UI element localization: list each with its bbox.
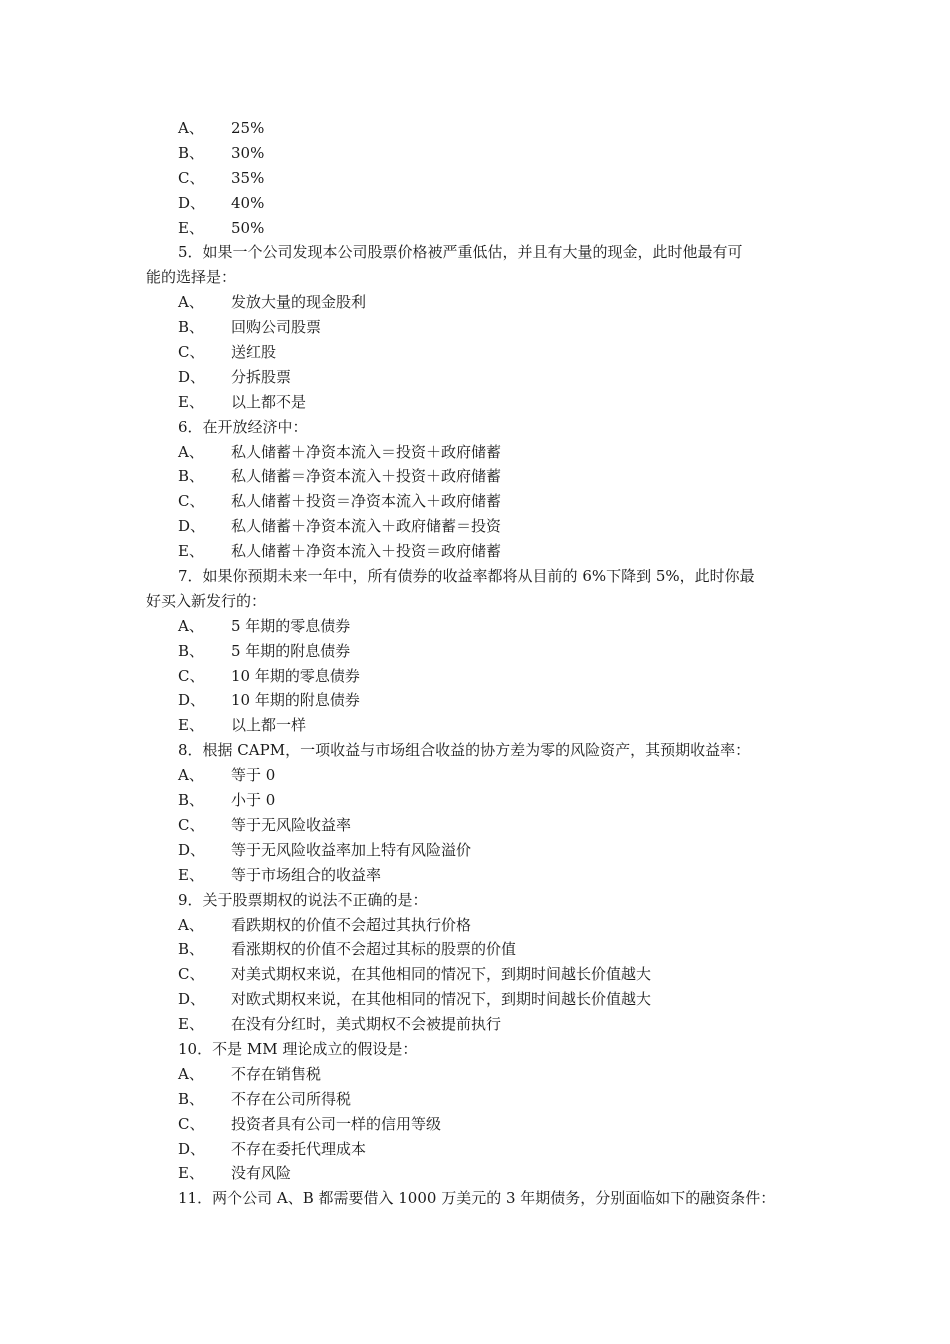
question-text: 9．关于股票期权的说法不正确的是： xyxy=(178,890,428,909)
option-text: 不存在公司所得税 xyxy=(231,1089,352,1108)
option-letter: A、 xyxy=(178,442,204,461)
option-letter: C、 xyxy=(178,492,205,511)
option-letter: B、 xyxy=(178,940,205,959)
option-text: 50% xyxy=(231,218,265,237)
answer-option xyxy=(0,1161,950,1186)
option-letter: D、 xyxy=(178,840,206,859)
option-text: 分拆股票 xyxy=(231,367,292,386)
option-letter: D、 xyxy=(178,1139,206,1158)
answer-option xyxy=(0,1012,950,1037)
option-text: 没有风险 xyxy=(231,1164,292,1183)
question-text: 11．两个公司 A、B 都需要借入 1000 万美元的 3 年期债务，分别面临如下的融资条件： xyxy=(178,1189,776,1208)
option-text: 不存在销售税 xyxy=(231,1064,322,1083)
option-letter: D、 xyxy=(178,691,206,710)
answer-option xyxy=(0,639,950,664)
option-text: 投资者具有公司一样的信用等级 xyxy=(231,1114,442,1133)
answer-option xyxy=(0,116,950,141)
option-text: 私人储蓄＋净资本流入＝投资＋政府储蓄 xyxy=(231,442,502,461)
answer-option xyxy=(0,191,950,216)
option-text: 私人储蓄＋净资本流入＋政府储蓄＝投资 xyxy=(231,517,502,536)
option-text: 30% xyxy=(231,143,265,162)
option-text: 回购公司股票 xyxy=(231,318,322,337)
option-text: 私人储蓄＋投资＝净资本流入＋政府储蓄 xyxy=(231,492,502,511)
answer-option xyxy=(0,1137,950,1162)
answer-option xyxy=(0,913,950,938)
answer-option xyxy=(0,813,950,838)
answer-option xyxy=(0,166,950,191)
answer-option xyxy=(0,838,950,863)
option-letter: C、 xyxy=(178,1114,205,1133)
answer-option xyxy=(0,464,950,489)
option-letter: A、 xyxy=(178,119,204,137)
answer-option xyxy=(0,1062,950,1087)
option-letter: B、 xyxy=(178,467,205,486)
option-letter: E、 xyxy=(178,218,204,237)
answer-option xyxy=(0,290,950,315)
option-letter: D、 xyxy=(178,367,206,386)
option-letter: C、 xyxy=(178,965,205,984)
option-text: 35% xyxy=(231,168,265,187)
option-letter: E、 xyxy=(178,716,204,735)
option-letter: E、 xyxy=(178,865,204,884)
option-letter: D、 xyxy=(178,517,206,536)
option-text: 看涨期权的价值不会超过其标的股票的价值 xyxy=(231,940,517,959)
answer-option xyxy=(0,937,950,962)
answer-option xyxy=(0,489,950,514)
question-text: 5．如果一个公司发现本公司股票价格被严重低估，并且有大量的现金，此时他最有可 xyxy=(178,243,743,262)
option-letter: E、 xyxy=(178,1015,204,1034)
answer-option xyxy=(0,763,950,788)
document-page xyxy=(0,116,950,1211)
option-text: 等于市场组合的收益率 xyxy=(231,865,382,884)
option-text: 看跌期权的价值不会超过其执行价格 xyxy=(231,915,472,934)
option-letter: E、 xyxy=(178,1164,204,1183)
option-text: 私人储蓄＋净资本流入＋投资＝政府储蓄 xyxy=(231,542,502,561)
option-text: 对欧式期权来说，在其他相同的情况下，到期时间越长价值越大 xyxy=(231,990,652,1009)
option-text: 以上都一样 xyxy=(231,716,307,735)
question-text-continuation: 好买入新发行的： xyxy=(146,591,267,610)
option-text: 等于无风险收益率加上特有风险溢价 xyxy=(231,840,472,859)
question-text: 8．根据 CAPM，一项收益与市场组合收益的协方差为零的风险资产，其预期收益率： xyxy=(178,741,751,760)
answer-option xyxy=(0,514,950,539)
option-text: 发放大量的现金股利 xyxy=(231,293,367,312)
answer-option xyxy=(0,788,950,813)
option-text: 不存在委托代理成本 xyxy=(231,1139,367,1158)
option-text: 10 年期的附息债券 xyxy=(231,691,360,710)
question-text: 6．在开放经济中： xyxy=(178,417,308,436)
option-letter: B、 xyxy=(178,318,205,337)
option-letter: D、 xyxy=(178,990,206,1009)
answer-option xyxy=(0,962,950,987)
option-letter: C、 xyxy=(178,815,205,834)
answer-option xyxy=(0,688,950,713)
answer-option xyxy=(0,440,950,465)
option-text: 等于无风险收益率 xyxy=(231,815,352,834)
option-text: 5 年期的附息债券 xyxy=(231,641,351,660)
option-text: 在没有分红时，美式期权不会被提前执行 xyxy=(231,1015,502,1034)
option-text: 对美式期权来说，在其他相同的情况下，到期时间越长价值越大 xyxy=(231,965,652,984)
answer-option xyxy=(0,863,950,888)
answer-option xyxy=(0,539,950,564)
option-text: 25% xyxy=(231,119,265,137)
question-text: 10．不是 MM 理论成立的假设是： xyxy=(178,1039,418,1058)
answer-option xyxy=(0,315,950,340)
answer-option xyxy=(0,1087,950,1112)
option-text: 私人储蓄＝净资本流入＋投资＋政府储蓄 xyxy=(231,467,502,486)
answer-option xyxy=(0,216,950,241)
option-letter: B、 xyxy=(178,143,205,162)
option-letter: E、 xyxy=(178,392,204,411)
question-text-continuation: 能的选择是： xyxy=(146,268,237,287)
answer-option xyxy=(0,664,950,689)
answer-option xyxy=(0,365,950,390)
option-letter: A、 xyxy=(178,1064,204,1083)
option-letter: B、 xyxy=(178,641,205,660)
option-letter: B、 xyxy=(178,791,205,810)
answer-option xyxy=(0,390,950,415)
option-text: 以上都不是 xyxy=(231,392,307,411)
answer-option xyxy=(0,987,950,1012)
option-letter: A、 xyxy=(178,766,204,785)
answer-option xyxy=(0,340,950,365)
option-text: 小于 0 xyxy=(231,791,276,810)
question-text: 7．如果你预期未来一年中，所有债券的收益率都将从目前的 6%下降到 5%，此时你最 xyxy=(178,567,755,586)
option-letter: B、 xyxy=(178,1089,205,1108)
option-text: 送红股 xyxy=(231,343,277,362)
answer-option xyxy=(0,713,950,738)
answer-option xyxy=(0,614,950,639)
option-letter: A、 xyxy=(178,293,204,312)
option-letter: A、 xyxy=(178,915,204,934)
option-letter: C、 xyxy=(178,168,205,187)
option-letter: A、 xyxy=(178,616,204,635)
option-letter: C、 xyxy=(178,666,205,685)
option-text: 等于 0 xyxy=(231,766,276,785)
option-letter: C、 xyxy=(178,343,205,362)
option-text: 5 年期的零息债券 xyxy=(231,616,351,635)
answer-option xyxy=(0,141,950,166)
option-text: 40% xyxy=(231,193,265,212)
option-letter: D、 xyxy=(178,193,206,212)
option-letter: E、 xyxy=(178,542,204,561)
option-text: 10 年期的零息债券 xyxy=(231,666,360,685)
answer-option xyxy=(0,1112,950,1137)
